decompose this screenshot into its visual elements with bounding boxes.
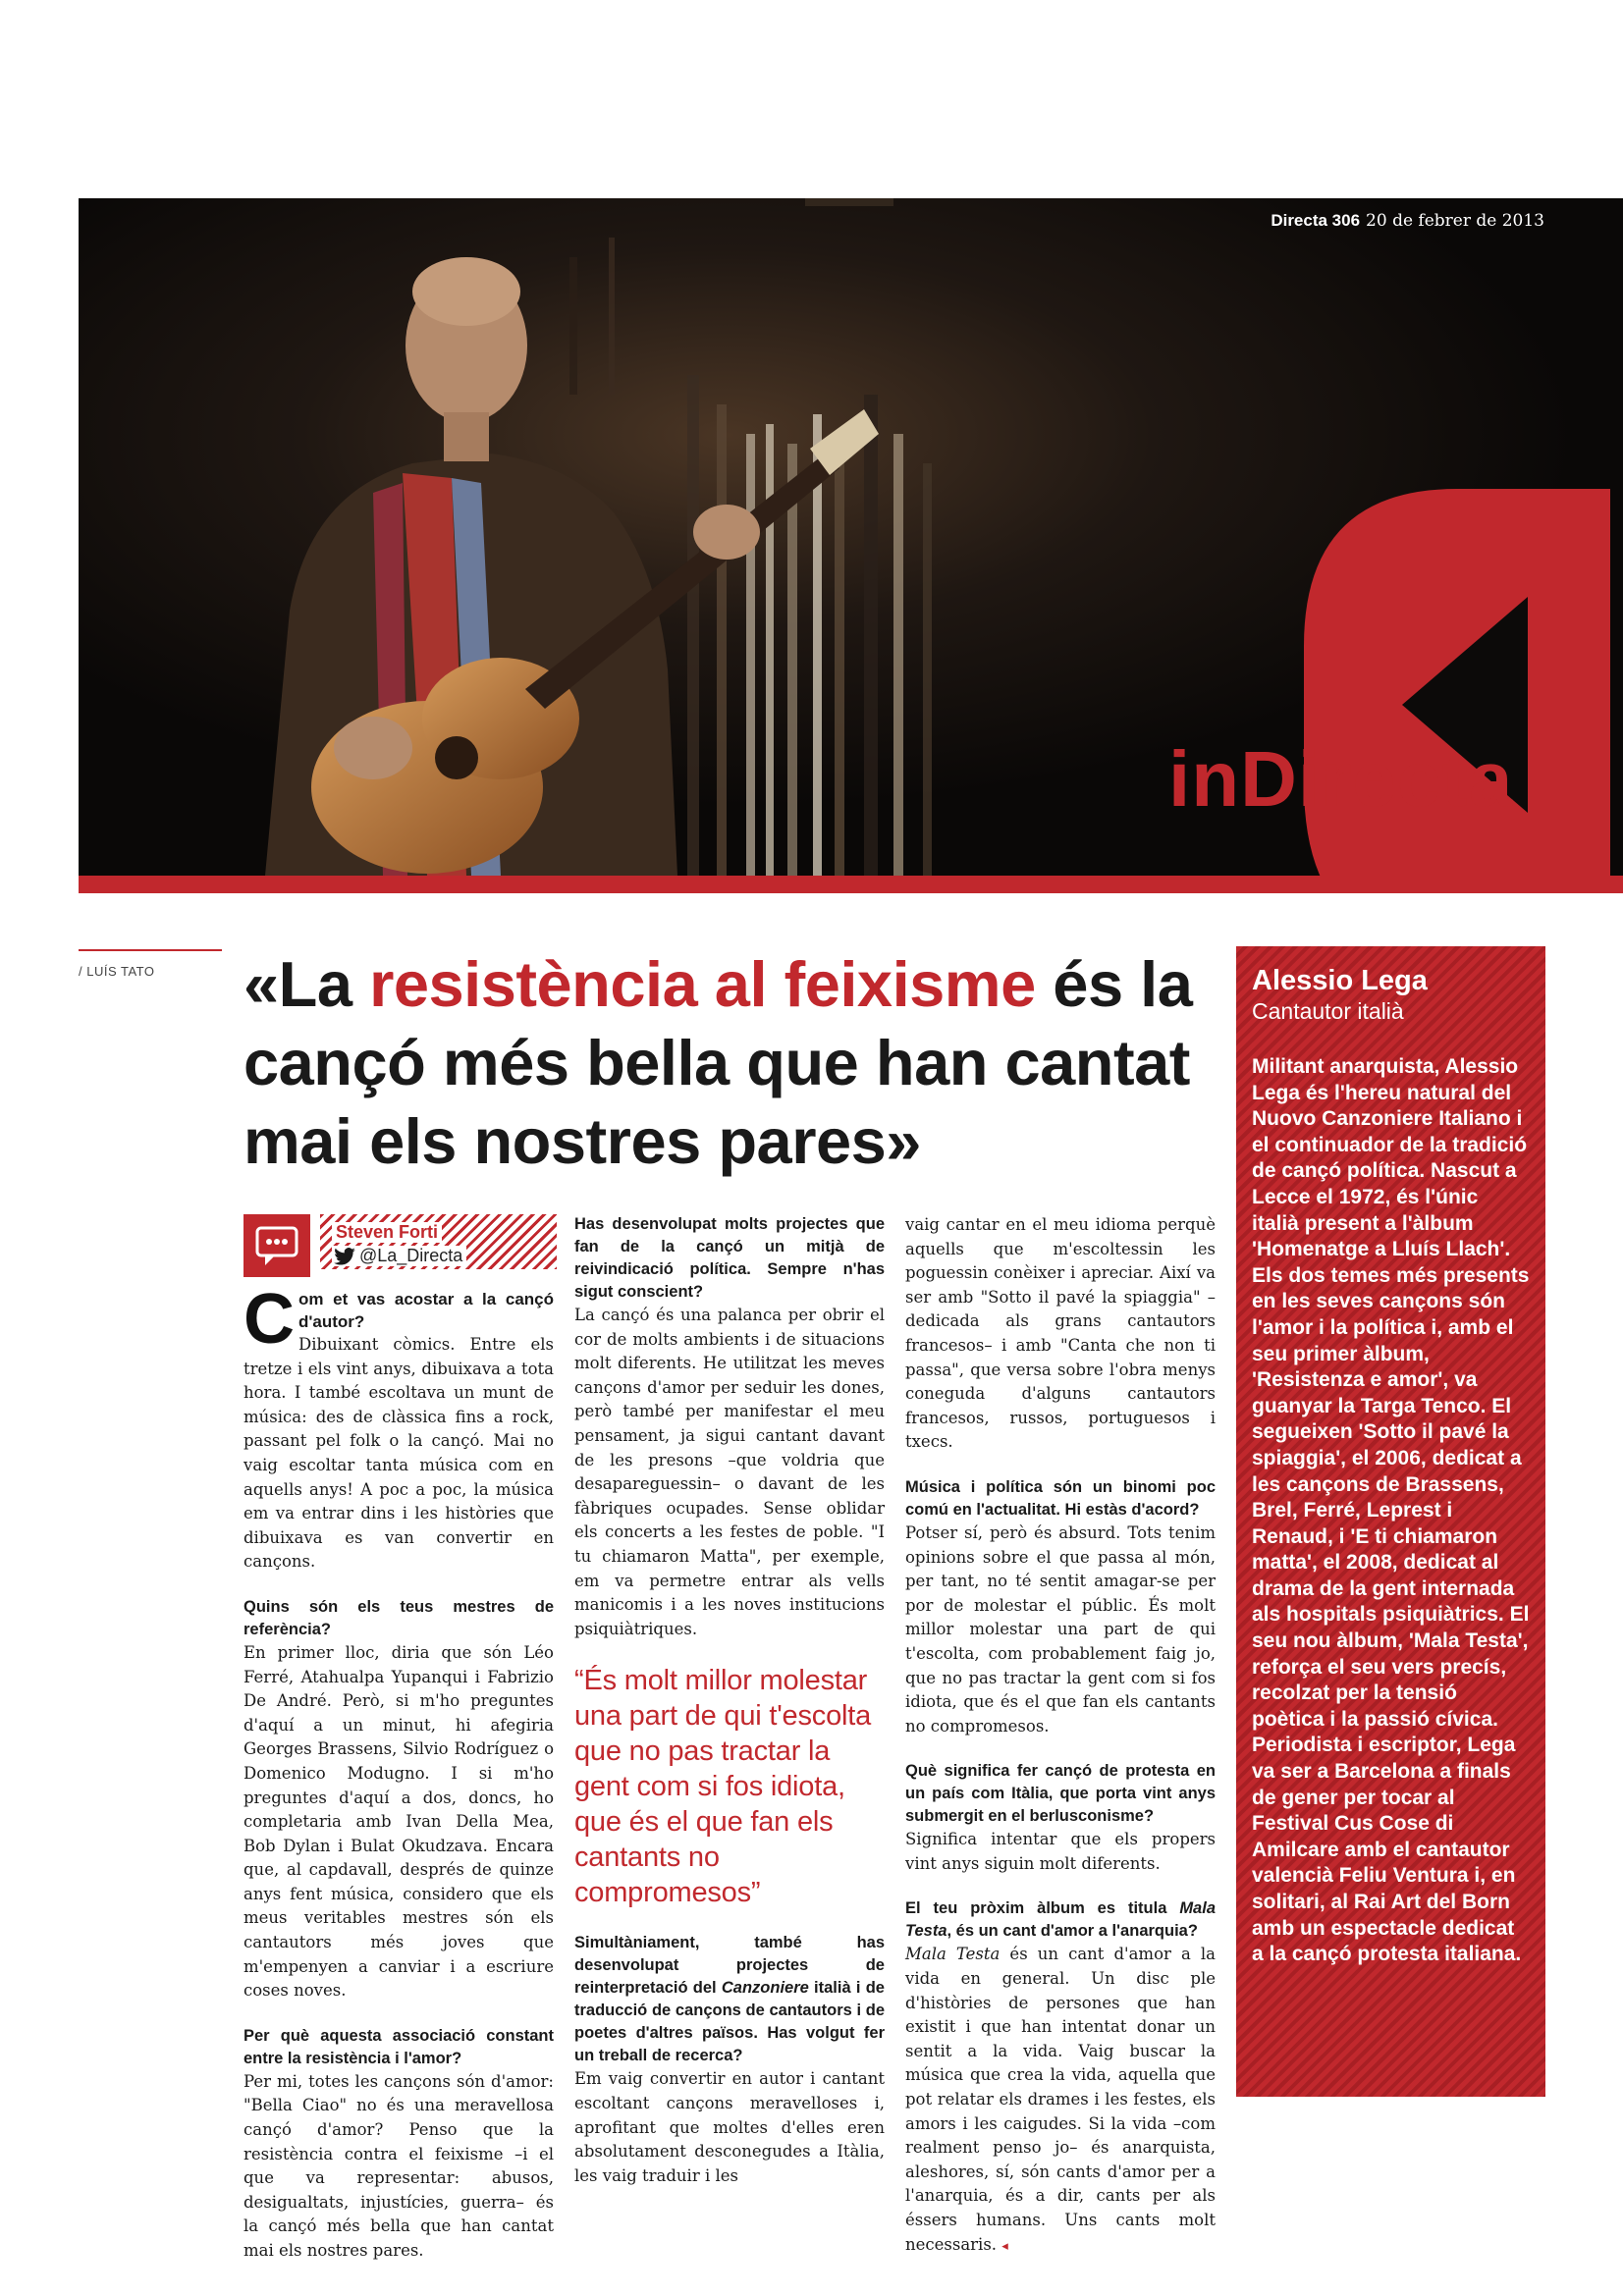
author-handle[interactable] [332, 1246, 466, 1266]
publication-date: 20 de febrer de 2013 [1366, 211, 1544, 231]
answer-6: Potser sí, però és absurd. Tots tenim opinions sobre el que passa al món, per tant, no té sentit amagar-se per por de molestar el públic. És molt millor molestar una part de qui t'escolta, com probablement faig jo, que no pas tractar la gent com si fos idiota, que és el que fan els cantants no compromesos. [905, 1522, 1216, 1735]
profile-role: Cantautor italià [1252, 998, 1404, 1024]
headline-end: és la cançó més bella que han cantat mai els nostres pares» [243, 948, 1193, 1177]
question-2: Quins són els teus mestres de referència? [243, 1597, 554, 1638]
answer-8: Mala Testa és un cant d'amor a la vida en general. Un disc ple d'històries de persones que han existit i que han intentat donar un sentit a la vida. Vaig buscar la música que crea la vida, aquella que pot relatar els drames i les festes, els amors i les caigudes. Si la vida –com realment penso jo– és anarquista, aleshores, sí, són cants d'amor per a l'anarquia, és a dir, cants per als éssers humans. Uns cants molt necessaris. ◂ [905, 1945, 1216, 2254]
answer-2: En primer lloc, diria que són Léo Ferré, Atahualpa Yupanqui i Fabrizio De André. Però, si m'ho preguntes d'aquí a un minut, hi afegiria Georges Brassens, Silvio Rodríguez o Domenico Modugno. I si m'ho preguntes d'aquí a dos, doncs, ho completaria amb Ivan Della Mea, Bob Dylan i Bulat Okudzava. Encara que, al capdavall, després de quinze anys fent música, considero que els meus veritables mestres són els cantautors més joves que m'empenyen a canviar i a escriure coses noves. [243, 1642, 554, 2001]
headline [243, 945, 1225, 1181]
article-column-3 [905, 1213, 1216, 2259]
speech-bubble-icon [243, 1214, 310, 1277]
brand-name: inDirecta [1168, 735, 1514, 823]
answer-1: Dibuixant còmics. Entre els tretze i els vint anys, dibuixava a tota hora. I també escoltava un munt de música: des de clàssica fins a rock, passant pel folk o la cançó. Mai no vaig escoltar tanta música com en aquells anys! A poc a poc, la música em va entrar dins i les històries que dibuixava es van convertir en cançons. [243, 1335, 554, 1572]
drop-cap: C [243, 1280, 295, 1359]
pull-quote: “És molt millor molestar una part de qui t'escolta que no pas tractar la gent com si fos idiota, que és el que fan els cantants no compromesos” [574, 1665, 872, 1909]
headline-start: «La [243, 948, 370, 1020]
profile-sidebar [1236, 946, 1545, 2097]
answer-4: La cançó és una palanca per obrir el cor de molts ambients i de situacions molt diferents. He utilitzat les meves cançons d'amor per seduir les dones, però també per manifestar el meu pensament, ja sigui cantant davant de les presons –que voldria que desapareguessin– o davant de les fàbriques ocupades. Sense oblidar els concerts a les festes de poble. "I tu chiamaron Matta", per exemple, em va permetre entrar als vells manicomis i a les noves institucions psiquiàtriques. [574, 1306, 885, 1638]
handle-text: @La_Directa [359, 1246, 463, 1265]
profile-bio: Militant anarquista, Alessio Lega és l'hereu natural del Nuovo Canzoniere Italiano i el continuador de la tradició de cançó política. Nascut a Lecce el 1972, és l'únic italià present a l'àlbum 'Homenatge a Lluís Llach'. Els dos temes més presents en les seves cançons són l'amor i la política i, amb el seu primer àlbum, 'Resistenza e amor', va guanyar la Targa Tenco. El segueixen 'Sotto il pavé la spiaggia', el 2006, dedicat a les cançons de Brassens, Brel, Ferré, Leprest i Renaud, i 'E ti chiamaron matta', el 2008, dedicat al drama de la gent internada als hospitals psiquiàtrics. El seu nou àlbum, 'Mala Testa', reforça el seu vers precís, recolzat per la tensió poètica i la passió cívica. Periodista i escriptor, Lega va ser a Barcelona a finals de gener per tocar al Festival Cus Cose di Amilcare amb el cantautor valencià Feliu Ventura i, en solitari, al Rai Art del Born amb un espectacle dedicat a la cançó protesta italiana. [1252, 1055, 1530, 1966]
question-7: Què significa fer cançó de protesta en un país com Itàlia, que porta vint anys submergit en el berlusconisme? [905, 1762, 1216, 1826]
question-1: Com et vas acostar a la cançó d'autor? [243, 1280, 554, 1359]
headline-highlight: resistència al feixisme [369, 948, 1036, 1020]
question-8: El teu pròxim àlbum es titula Mala Testa, és un cant d'amor a l'anarquia? [905, 1899, 1216, 1941]
question-4: Has desenvolupat molts projectes que fan de la cançó un mitjà de reivindicació política. Sempre n'has sigut conscient? [574, 1215, 885, 1301]
answer-7: Significa intentar que els propers vint anys siguin molt diferents. [905, 1830, 1216, 1873]
end-mark-icon: ◂ [1001, 2238, 1008, 2254]
article-column-2 [574, 1213, 885, 2188]
credit-rule [79, 949, 222, 951]
author-name: Steven Forti [332, 1222, 442, 1243]
question-3: Per què aquesta associació constant entre la resistència i l'amor? [243, 2026, 554, 2067]
photo-credit: / LUÍS TATO [79, 964, 155, 979]
issue-line [1271, 211, 1544, 231]
answer-3: Per mi, totes les cançons són d'amor: "Bella Ciao" no és una meravellosa cançó d'amor? Penso que la resistència contra el feixisme –i el que va representar: abusos, desigualtats, injustícies, guerra– és la cançó més bella que han cantat mai els nostres pares. [243, 2071, 554, 2260]
profile-name: Alessio Lega [1252, 965, 1428, 996]
publication-number: Directa 306 [1271, 211, 1361, 230]
question-5: Simultàniament, també has desenvolupat projectes de reinterpretació del Canzoniere italià i de traducció de cançons de cantautors i de poetes d'altres països. Has volgut fer un treball de recerca? [574, 1934, 885, 2065]
article-column-1 [243, 1280, 554, 2264]
header-divider [79, 876, 1623, 893]
question-6: Música i política són un binomi poc comú en l'actualitat. Hi estàs d'acord? [905, 1477, 1216, 1519]
answer-5-part-2: vaig cantar en el meu idioma perquè aquells que m'escoltessin les poguessin conèixer i apreciar. Així va ser amb "Sotto il pavé la spiaggia" –dedicada als grans cantautors francesos– i amb "Canta che non ti passa", que versa sobre l'obra menys coneguda d'alguns cantautors francesos, russos, portuguesos i txecs. [905, 1215, 1216, 1452]
twitter-bird-icon [334, 1248, 355, 1265]
answer-5-part-1: Em vaig convertir en autor i cantant escoltant cançons meravelloses i, aprofitant que moltes d'elles eren absolutament desconegudes a Itàlia, les vaig traduir i les [574, 2069, 885, 2185]
